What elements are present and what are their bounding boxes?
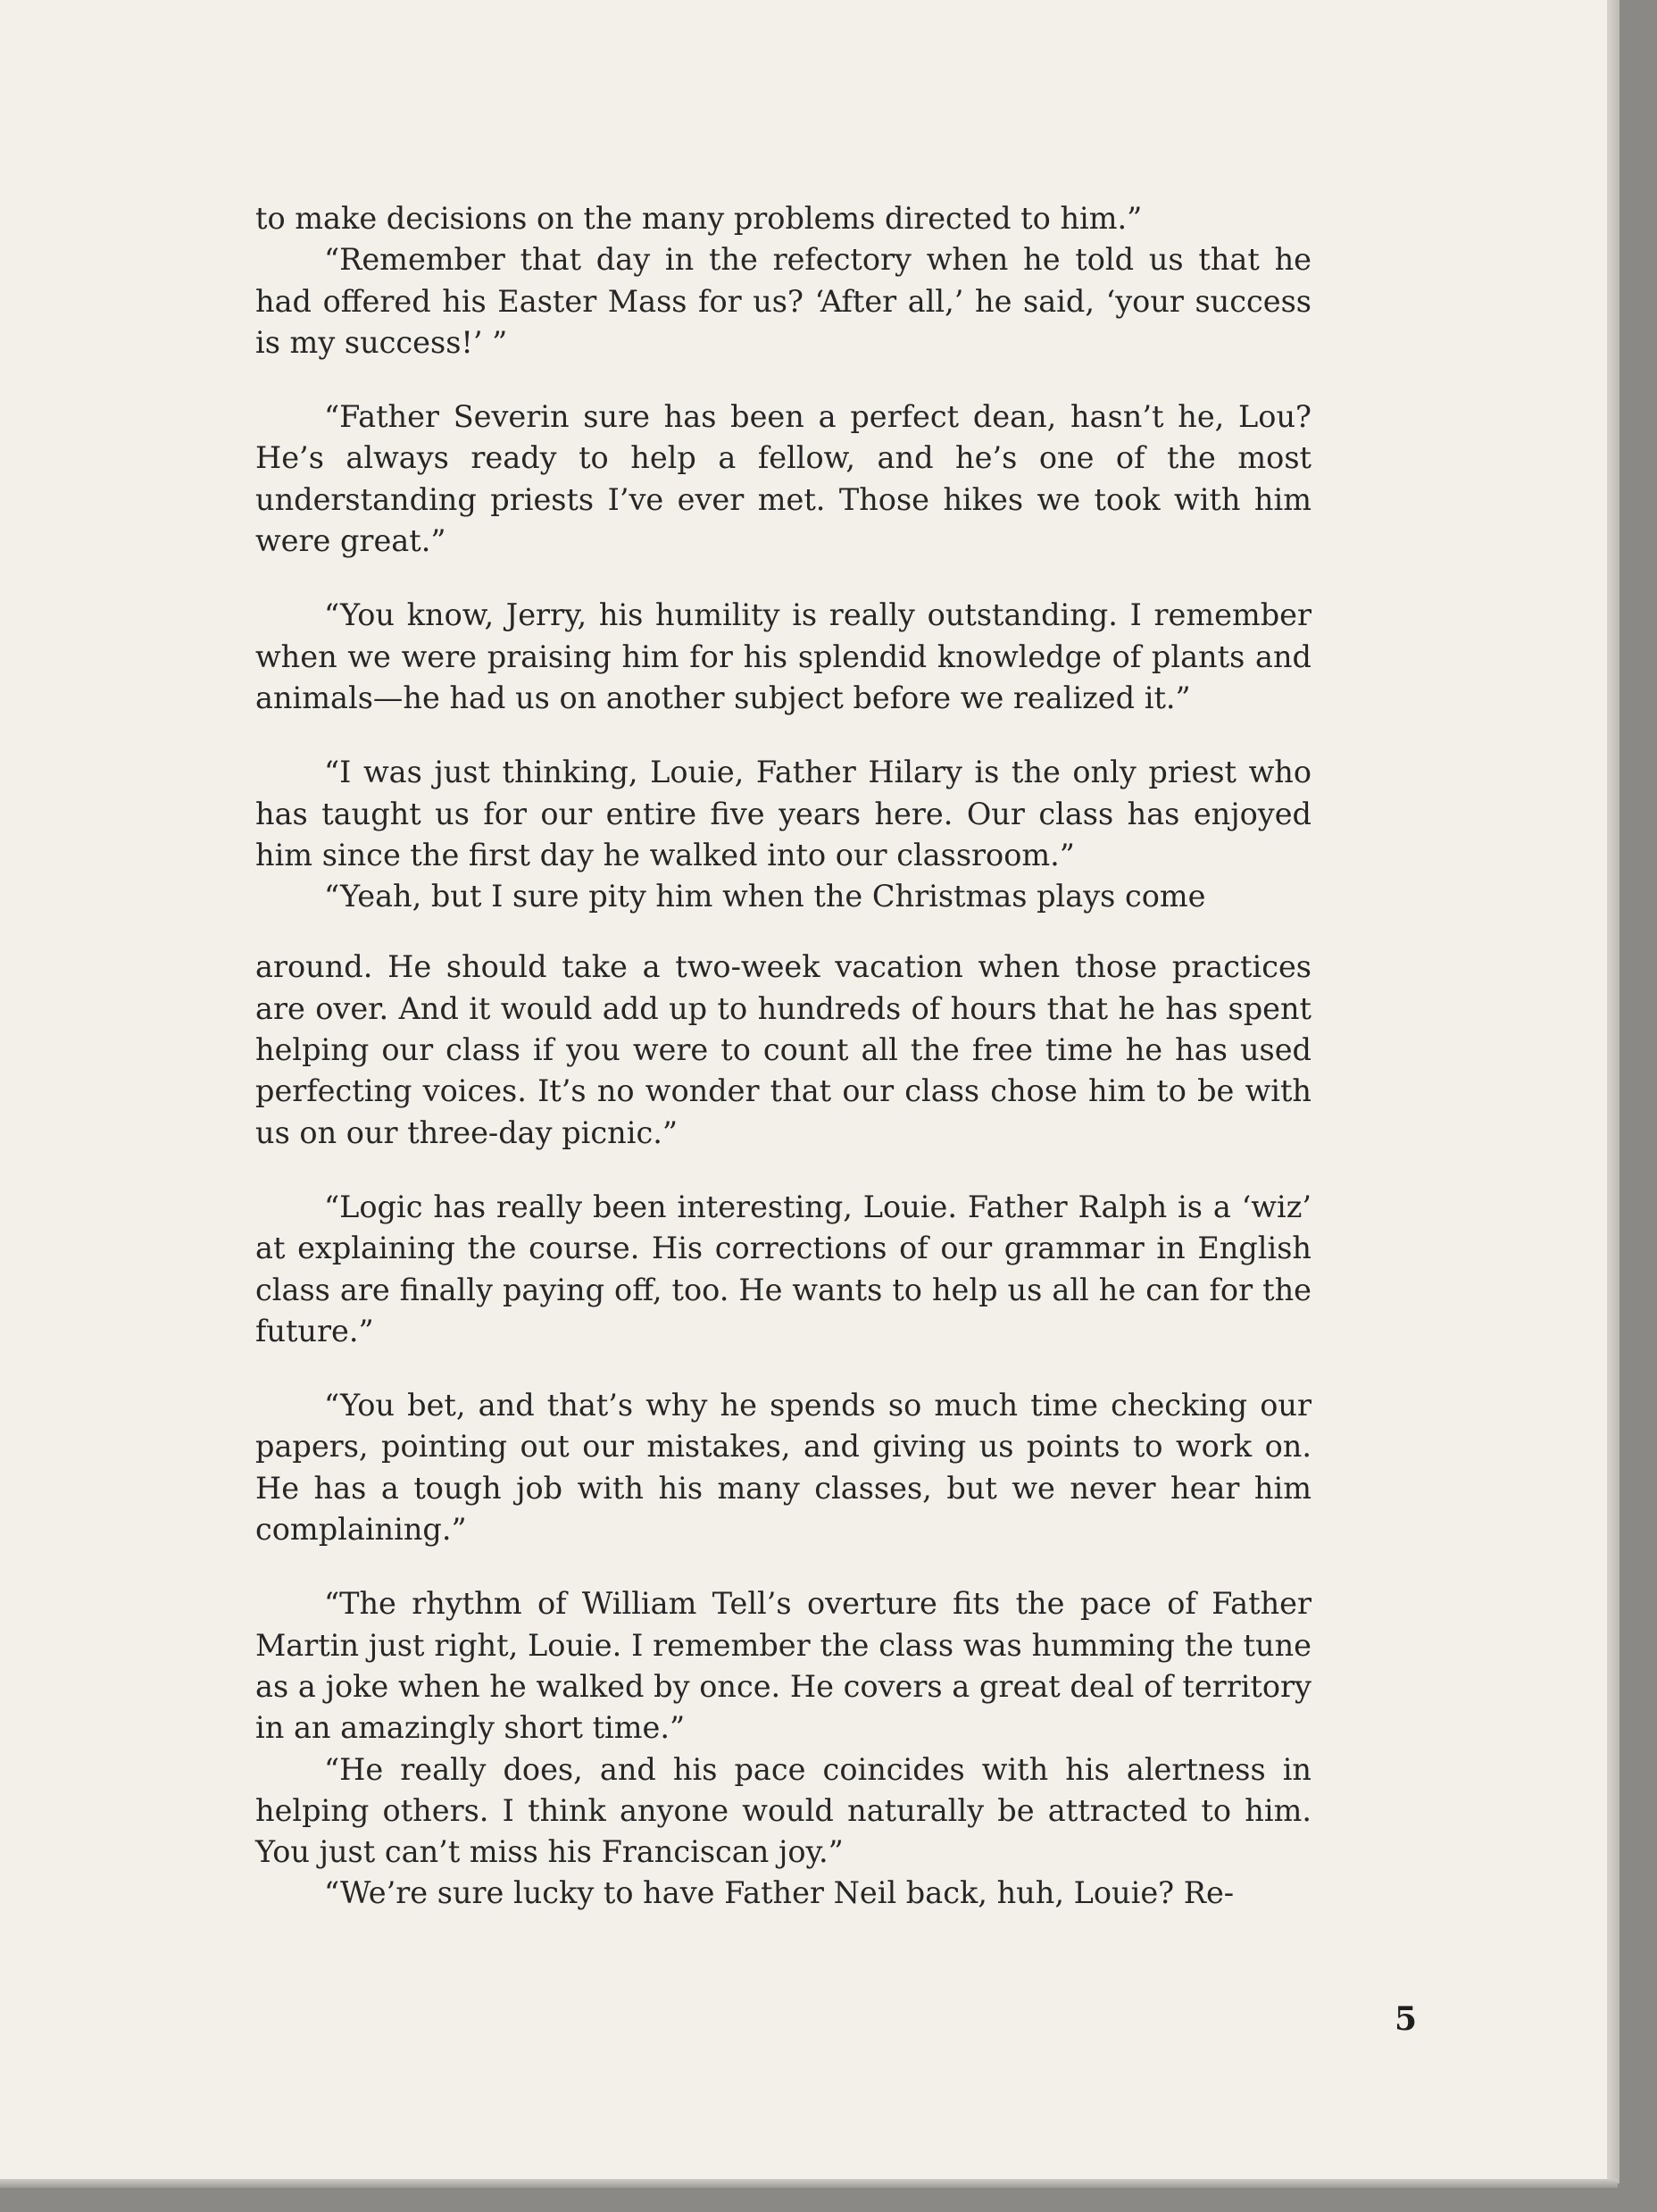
page-edge <box>1607 0 1620 2183</box>
paragraph-christmas-plays: “Yeah, but I sure pity him when the Christmas plays come <box>324 879 1206 914</box>
paragraph-checking-papers: “You bet, and that’s why he spends so much time checking our papers, pointing out our mistakes, and giving us points to work on. He has a tough job with his many classes, but we never hear him complaining.” <box>255 1388 1311 1548</box>
paragraph-father-hilary: “I was just thinking, Louie, Father Hilary is the only priest who has taught us for our entire five years here. Our class has enjoyed him since the first day he walked into our classroom.” <box>255 755 1311 872</box>
paragraph-humility: “You know, Jerry, his humility is really outstanding. I remember when we were praising him for his splendid knowledge of plants and animals—he had us on another subject before we realized it.” <box>255 597 1311 715</box>
body-text <box>255 198 1311 1915</box>
paragraph-practices: around. He should take a two-week vacation when those practices are over. And it would add up to hundreds of hours that he has spent helping our class if you were to count all the free time he has used perfecting voices. It’s no wonder that our class chose him to be with us on our three-day picnic.” <box>255 949 1311 1150</box>
page-number: 5 <box>1395 2000 1418 2038</box>
paragraph-father-severin: “Father Severin sure has been a perfect dean, hasn’t he, Lou? He’s always ready to help a fellow, and he’s one of the most understanding priests I’ve ever met. Those hikes we took with him were great.” <box>255 399 1311 559</box>
paragraph-father-martin: “The rhythm of William Tell’s overture fits the pace of Father Martin just right, Louie. I remember the class was humming the tune as a joke when he walked by once. He covers a great deal of territory in an amazingly short time.” <box>255 1586 1311 1746</box>
paragraph-franciscan-joy: “He really does, and his pace coincides with his alertness in helping others. I think anyone would naturally be attracted to him. You just can’t miss his Franciscan joy.” <box>255 1751 1311 1870</box>
paragraph-continuation: to make decisions on the many problems directed to him.” <box>255 201 1143 236</box>
paragraph-easter-mass: “Remember that day in the refectory when he told us that he had offered his Easter Mass for us? ‘After all,’ he said, ‘your success is my success!’ ” <box>255 242 1311 360</box>
page-bottom-edge <box>0 2179 1618 2188</box>
paragraph-father-neil: “We’re sure lucky to have Father Neil back, huh, Louie? Re- <box>324 1875 1235 1911</box>
paragraph-father-ralph: “Logic has really been interesting, Louie. Father Ralph is a ‘wiz’ at explaining the course. His corrections of our grammar in English class are finally paying off, too. He wants to help us all he can for the future.” <box>255 1189 1311 1348</box>
